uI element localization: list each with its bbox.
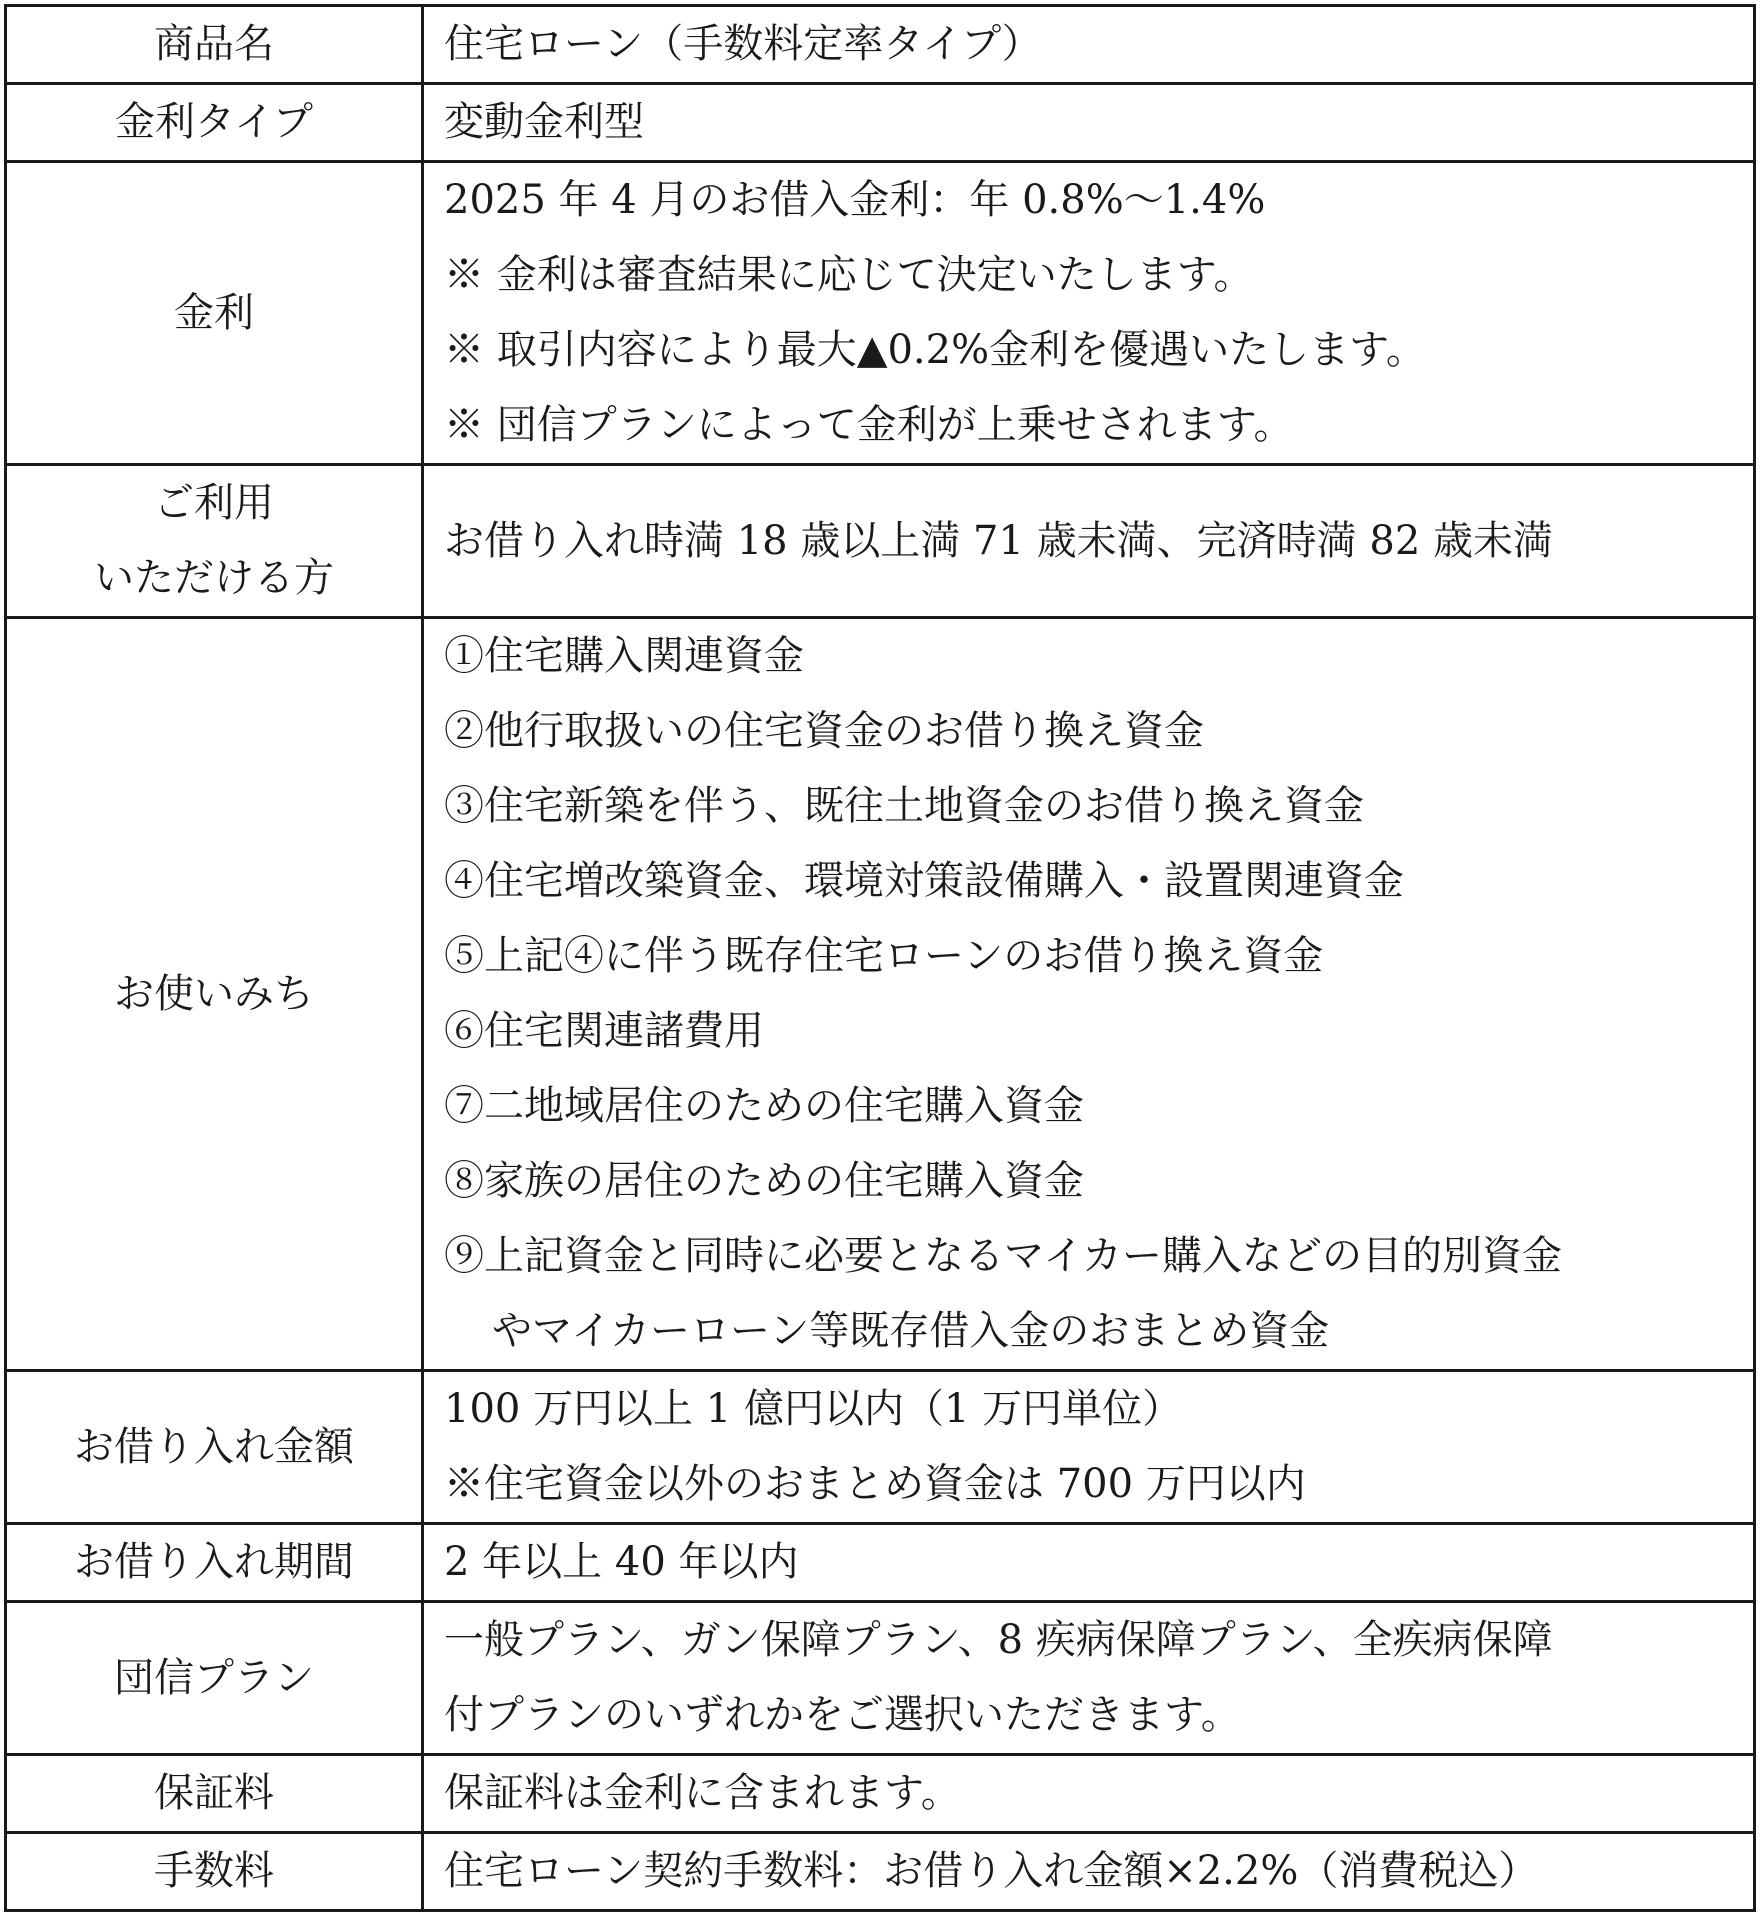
usage-item-continuation: やマイカーローン等既存借入金のおまとめ資金 xyxy=(492,1308,1330,1354)
usage-item: ③住宅新築を伴う、既往土地資金のお借り換え資金 xyxy=(444,783,1364,829)
label-text: 団信プラン xyxy=(114,1654,314,1701)
row-label-rate-type xyxy=(6,84,423,162)
value-text: 変動金利型 xyxy=(444,99,644,145)
label-text: お使いみち xyxy=(114,970,314,1017)
row-label-group-insurance-plan xyxy=(6,1602,423,1755)
row-label-usage xyxy=(6,618,423,1371)
row-value-rate-type xyxy=(423,84,1755,162)
label-text: お借り入れ期間 xyxy=(74,1539,354,1585)
usage-item: ⑥住宅関連諸費用 xyxy=(444,1008,764,1054)
row-group-insurance-plan xyxy=(6,1602,1755,1755)
row-value-interest-rate xyxy=(423,162,1755,465)
usage-item: ⑦二地域居住のための住宅購入資金 xyxy=(444,1083,1084,1129)
label-text: 保証料 xyxy=(154,1770,274,1816)
row-value-loan-amount xyxy=(423,1371,1755,1524)
row-loan-amount xyxy=(6,1371,1755,1524)
row-value-loan-period xyxy=(423,1524,1755,1602)
row-label-interest-rate xyxy=(6,162,423,465)
row-product-name xyxy=(6,6,1755,84)
label-text: お借り入れ金額 xyxy=(74,1423,354,1470)
label-text: ご利用 xyxy=(154,480,274,526)
usage-item: ④住宅増改築資金、環境対策設備購入・設置関連資金 xyxy=(444,858,1404,904)
label-text: 手数料 xyxy=(154,1848,274,1894)
label-text: いただける方 xyxy=(94,555,334,601)
row-value-product-name xyxy=(423,6,1755,84)
value-text: 一般プラン、ガン保障プラン、8 疾病保障プラン、全疾病保障 xyxy=(444,1617,1553,1663)
row-label-loan-amount xyxy=(6,1371,423,1524)
usage-item: ⑧家族の居住のための住宅購入資金 xyxy=(444,1158,1084,1204)
rate-note: ※ 取引内容により最大▲0.2%金利を優遇いたします。 xyxy=(444,327,1426,373)
usage-item: ⑤上記④に伴う既存住宅ローンのお借り換え資金 xyxy=(444,933,1324,979)
row-value-usage xyxy=(423,618,1755,1371)
value-text: 100 万円以上 1 億円以内（1 万円単位） xyxy=(444,1386,1183,1432)
row-usage xyxy=(6,618,1755,1371)
row-handling-fee xyxy=(6,1833,1755,1911)
usage-item: ②他行取扱いの住宅資金のお借り換え資金 xyxy=(444,708,1204,754)
value-text: 2 年以上 40 年以内 xyxy=(444,1539,799,1585)
value-text: 付プランのいずれかをご選択いただきます。 xyxy=(444,1692,1241,1738)
row-value-guarantee-fee xyxy=(423,1755,1755,1833)
row-value-eligibility xyxy=(423,465,1755,618)
value-text: 住宅ローン契約手数料：お借り入れ金額×2.2%（消費税込） xyxy=(444,1848,1539,1894)
row-value-group-insurance-plan xyxy=(423,1602,1755,1755)
row-label-eligibility xyxy=(6,465,423,618)
label-text: 商品名 xyxy=(154,21,274,67)
rate-note: ※ 金利は審査結果に応じて決定いたします。 xyxy=(444,252,1254,298)
row-label-guarantee-fee xyxy=(6,1755,423,1833)
usage-item: ①住宅購入関連資金 xyxy=(444,633,804,679)
rate-note: ※ 団信プランによって金利が上乗せされます。 xyxy=(444,402,1294,448)
rate-line: 2025 年 4 月のお借入金利：年 0.8%～1.4% xyxy=(444,177,1266,223)
value-text: お借り入れ時満 18 歳以上満 71 歳未満、完済時満 82 歳未満 xyxy=(444,517,1553,564)
row-guarantee-fee xyxy=(6,1755,1755,1833)
usage-item: ⑨上記資金と同時に必要となるマイカー購入などの目的別資金 xyxy=(444,1233,1562,1279)
row-label-loan-period xyxy=(6,1524,423,1602)
row-rate-type xyxy=(6,84,1755,162)
row-interest-rate xyxy=(6,162,1755,465)
row-label-handling-fee xyxy=(6,1833,423,1911)
row-value-handling-fee xyxy=(423,1833,1755,1911)
loan-spec-table xyxy=(4,4,1756,1912)
row-loan-period xyxy=(6,1524,1755,1602)
value-text: 保証料は金利に含まれます。 xyxy=(444,1770,961,1816)
row-eligibility xyxy=(6,465,1755,618)
label-text: 金利 xyxy=(174,289,254,336)
value-note: ※住宅資金以外のおまとめ資金は 700 万円以内 xyxy=(444,1461,1306,1507)
value-text: 住宅ローン（手数料定率タイプ） xyxy=(444,21,1042,67)
label-text: 金利タイプ xyxy=(115,99,313,145)
row-label-product-name xyxy=(6,6,423,84)
